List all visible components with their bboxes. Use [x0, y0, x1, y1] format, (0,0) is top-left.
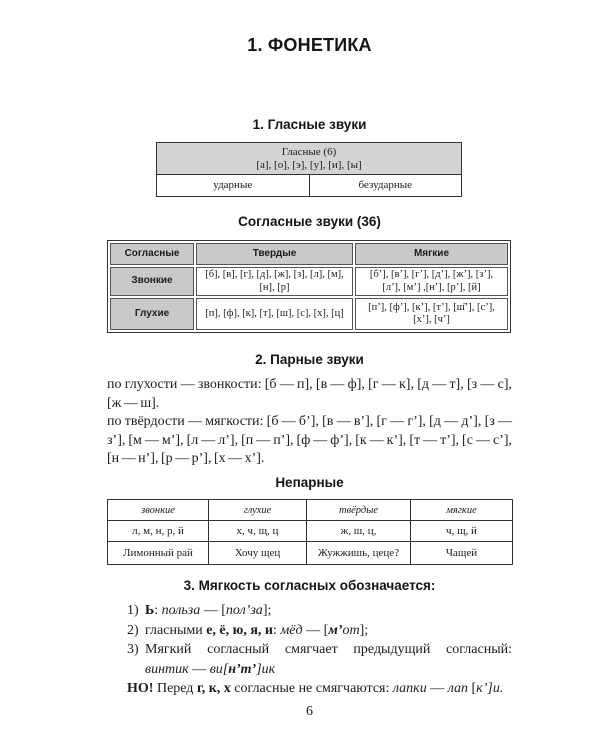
transcription: лап [447, 681, 468, 696]
text-fragment: Перед [153, 681, 197, 696]
column-header: мягкие [411, 500, 513, 521]
mnemonic-cell: Жужжишь, цеце? [307, 542, 411, 565]
text-fragment: — [188, 661, 210, 677]
mnemonic-cell: Чащей [411, 542, 513, 565]
stressed-cell: ударные [157, 175, 310, 197]
list-item [127, 601, 512, 621]
consonants-header-row [110, 243, 508, 265]
consonant-letters: г, к, х [196, 681, 231, 696]
transcription-soft: к’ [476, 681, 488, 696]
item-number: 3) [127, 642, 139, 657]
vowels-table-header-row [157, 143, 462, 175]
mnemonic-cell: Хочу щец [209, 542, 307, 565]
transcription-soft: м’ [328, 622, 343, 638]
voicing-pairs: по глухости — звонкости: [б — п], [в — ф], [г — к], [д — т], [з — с], [ж — ш]. [107, 377, 512, 411]
vowels-heading: 1. Гласные звуки [252, 117, 367, 132]
hardness-pairs: по твёрдости — мягкости: [б — б’], [в — в’], [г — г’], [д — д’], [з — з’], [м — м’], [л — л’], [п — п’], [ф — ф’], [к — к’], [т — т’], [с — с’], [н — н’], [р — р’], [х — х’]. [107, 414, 512, 466]
note-label: НО! [127, 681, 154, 696]
vowels-count: Гласные (6) [281, 145, 337, 158]
example-line [145, 660, 512, 680]
list-item [127, 621, 512, 641]
transcription: от [342, 622, 360, 638]
list-item [127, 640, 512, 679]
transcription: ]и. [487, 681, 504, 696]
vowels-table-row [157, 175, 462, 197]
paired-sounds-heading: 2. Парные звуки [255, 352, 364, 367]
transcription-soft: н’т’ [228, 661, 257, 677]
transcription: ви[ [209, 661, 229, 677]
transcription: пол’за [225, 603, 263, 618]
item-number: 2) [127, 622, 139, 638]
text-fragment: ]; [359, 622, 369, 638]
example-word: лапки [392, 681, 427, 696]
column-header: глухие [209, 500, 307, 521]
example-word: польза [161, 603, 201, 618]
paired-sounds-text [107, 376, 512, 469]
unpaired-table [107, 499, 513, 565]
vowels-list: [а], [о], [э], [у], [и], [ы] [256, 158, 362, 171]
mnemonic-cell: Лимонный рай [108, 542, 209, 565]
unpaired-heading: Непарные [275, 475, 344, 490]
table-cell: л, м, н, р, й [108, 521, 209, 542]
text-fragment: согласные не смягчаются: [230, 681, 393, 696]
text-fragment: : [272, 622, 281, 638]
table-cell: ч, щ, й [411, 521, 513, 542]
text-fragment: — [ [302, 622, 329, 638]
text-fragment: — [ [200, 603, 226, 618]
column-header: звонкие [108, 500, 209, 521]
column-header: твёрдые [307, 500, 411, 521]
example-word: винтик [145, 661, 189, 677]
voiced-soft-cell: [б’], [в’], [г’], [д’], [ж’], [з’], [л’], [м’] ,[н’], [р’], [й] [355, 267, 508, 296]
item-number: 1) [127, 603, 139, 618]
transcription: ]ик [256, 661, 276, 677]
table-row [108, 542, 513, 565]
example-word: мёд [280, 622, 303, 638]
consonants-table [107, 240, 511, 333]
voiceless-row-label: Глухие [110, 298, 194, 330]
page-title: 1. ФОНЕТИКА [247, 35, 372, 55]
softness-list [127, 601, 512, 699]
vowels-header-cell [157, 143, 462, 175]
table-cell: ж, ш, ц, [307, 521, 411, 542]
softness-heading: 3. Мягкость согласных обозначается: [183, 578, 436, 593]
text-fragment: : [154, 603, 162, 618]
vowels-table [156, 142, 462, 197]
text-fragment: [ [468, 681, 477, 696]
text-fragment: гласными [145, 622, 207, 638]
soft-column-header: Мягкие [355, 243, 508, 265]
consonants-heading: Согласные звуки (36) [238, 214, 381, 229]
text-fragment: — [426, 681, 448, 696]
table-row [110, 267, 508, 296]
exception-note [127, 679, 512, 699]
page-number: 6 [306, 704, 313, 719]
rule-text: Мягкий согласный смягчает предыдущий согласный: [145, 642, 512, 657]
voiceless-soft-cell: [п’], [ф’], [к’], [т’], [ш̄’], [с’], [х’], [ч’] [355, 298, 508, 330]
soft-sign: Ь [145, 603, 155, 618]
vowel-letters: е, ё, ю, я, и [206, 622, 273, 638]
voiced-hard-cell: [б], [в], [г], [д], [ж], [з], [л], [м], [н], [р] [196, 267, 353, 296]
unstressed-cell: безударные [309, 175, 462, 197]
table-row [108, 521, 513, 542]
voiceless-hard-cell: [п], [ф], [к], [т], [ш], [с], [х], [ц] [196, 298, 353, 330]
text-fragment: ]; [262, 603, 272, 618]
table-row [110, 298, 508, 330]
unpaired-header-row [108, 500, 513, 521]
hard-column-header: Твердые [196, 243, 353, 265]
consonants-corner-cell: Согласные [110, 243, 194, 265]
table-cell: х, ч, щ, ц [209, 521, 307, 542]
voiced-row-label: Звонкие [110, 267, 194, 296]
